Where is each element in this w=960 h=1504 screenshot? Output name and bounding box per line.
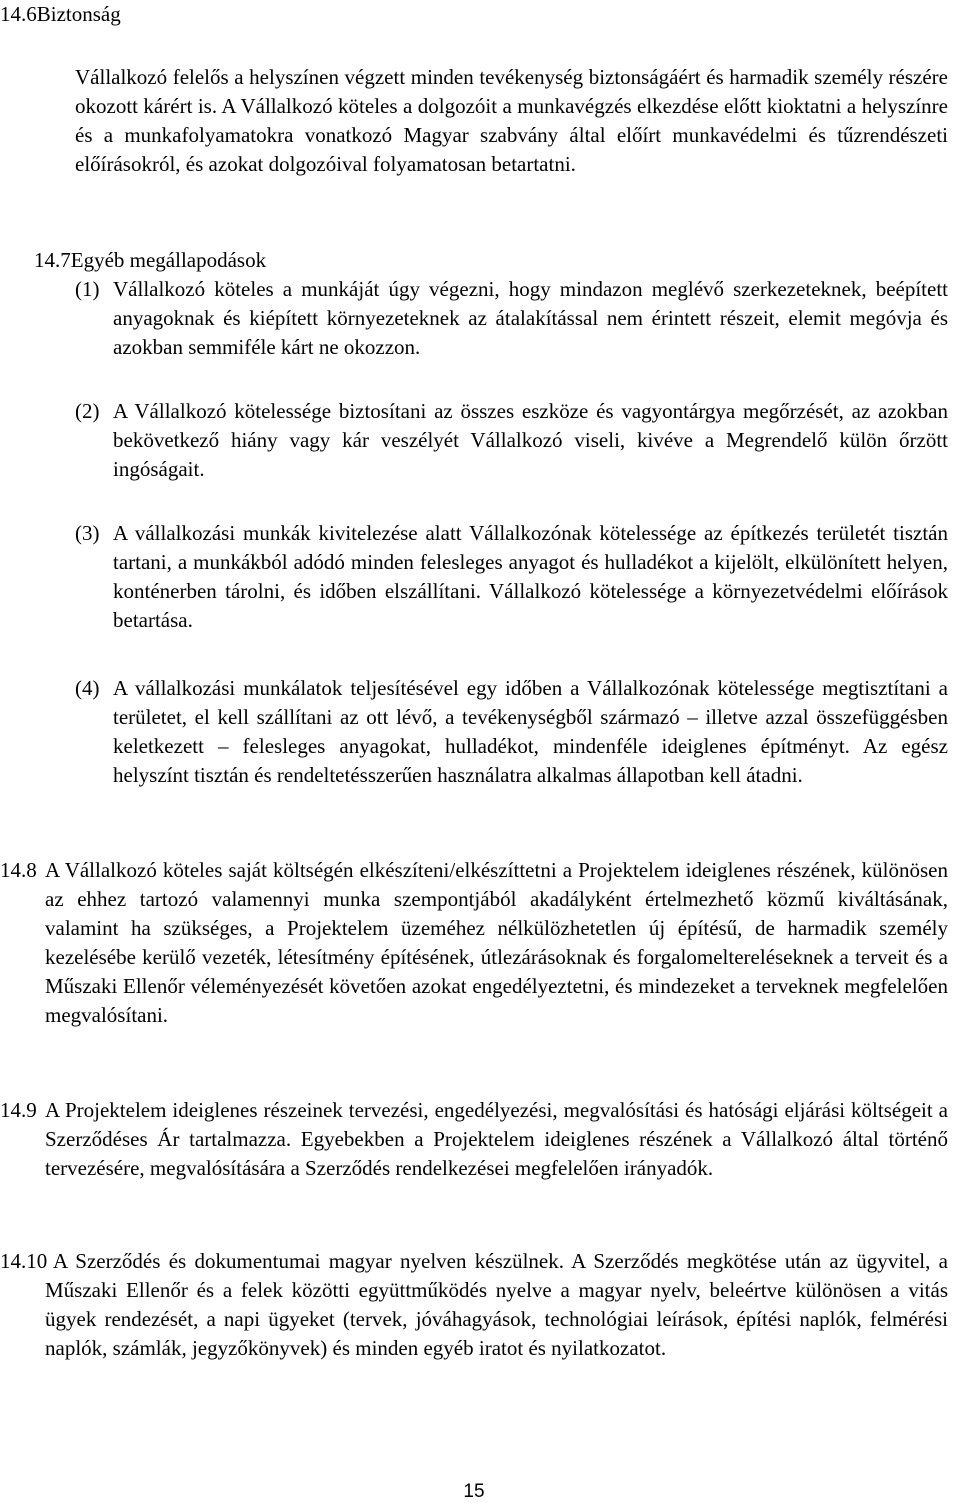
item-text: Vállalkozó köteles a munkáját úgy végezni, hogy mindazon meglévő szerkezeteknek, beépített anyagoknak és kiépített környezeteknek az átalakítással nem érintett részeit, elemit megóvja és azokban semmiféle kárt ne okozzon. [113, 277, 948, 359]
item-label: (3) [75, 521, 100, 545]
item-label: (2) [75, 399, 100, 423]
section-14-10 [0, 1247, 948, 1363]
list-item-14-7-3 [75, 519, 948, 635]
section-heading-14-7: 14.7Egyéb megállapodások [34, 248, 267, 272]
list-item-14-7-4 [75, 674, 948, 790]
item-label: (4) [75, 676, 100, 700]
section-label-14-8: 14.8 [0, 858, 37, 882]
section-body-14-10: A Szerződés és dokumentumai magyar nyelven készülnek. A Szerződés megkötése után az ügyvitel, a Műszaki Ellenőr és a felek közötti együttműködés nyelve a magyar nyelv, beleértve különösen a vitás ügyek rendezését, a napi ügyeket (tervek, jóváhagyások, technológiai leírások, építési naplók, felmérési naplók, számlák, jegyzőkönyvek) és minden egyéb iratot és nyilatkozatot. [45, 1249, 948, 1360]
section-label-14-9: 14.9 [0, 1098, 37, 1122]
section-heading-14-6: 14.6Biztonság [0, 2, 121, 26]
section-14-9 [0, 1096, 948, 1183]
list-item-14-7-2 [75, 397, 948, 484]
section-body-14-8: A Vállalkozó köteles saját költségén elkészíteni/elkészíttetni a Projektelem ideiglenes részének, különösen az ehhez tartozó valamennyi munka szempontjából akadályként értelmezhető közmű kiváltásának, valamint ha szükséges, a Projektelem üzeméhez nélkülözhetetlen új építésű, de harmadik személy kezelésébe kerülő vezeték, létesítmény építésének, útlezárásoknak és forgalomeltereléseknek a terveit és a Műszaki Ellenőr véleményezését követően azokat engedélyeztetni, és mindezeket a terveknek megfelelően megvalósítani. [45, 858, 948, 1027]
section-14-8 [0, 856, 948, 1030]
section-body-14-9: A Projektelem ideiglenes részeinek tervezési, engedélyezési, megvalósítási és hatósági eljárási költségeit a Szerződéses Ár tartalmazza. Egyebekben a Projektelem ideiglenes részének a Vállalkozó által történő tervezésére, megvalósítására a Szerződés rendelkezései megfelelően irányadók. [45, 1098, 948, 1180]
section-label-14-10: 14.10 [0, 1249, 48, 1273]
section-body-14-6: Vállalkozó felelős a helyszínen végzett minden tevékenység biztonságáért és harmadik személy részére okozott kárért is. A Vállalkozó köteles a dolgozóit a munkavégzés elkezdése előtt kioktatni a helyszínre és a munkafolyamatokra vonatkozó Magyar szabvány által előírt munkavédelmi és tűzrendészeti előírásokról, és azokat dolgozóival folyamatosan betartatni. [75, 65, 948, 176]
item-text: A vállalkozási munkálatok teljesítésével egy időben a Vállalkozónak kötelessége megtisztítani a területet, el kell szállítani az ott lévő, a tevékenységből származó – illetve azzal összefüggésben keletkezett – felesleges anyagokat, hulladékot, mindenféle ideiglenes építményt. Az egész helyszínt tisztán és rendeltetésszerűen használatra alkalmas állapotban kell átadni. [113, 676, 948, 787]
item-text: A vállalkozási munkák kivitelezése alatt Vállalkozónak kötelessége az építkezés területét tisztán tartani, a munkákból adódó minden felesleges anyagot és hulladékot a kijelölt, elkülönített helyen, konténerben tárolni, és időben elszállítani. Vállalkozó kötelessége a környezetvédelmi előírások betartása. [113, 521, 948, 632]
item-label: (1) [75, 277, 100, 301]
item-text: A Vállalkozó kötelessége biztosítani az összes eszköze és vagyontárgya megőrzését, az azokban bekövetkező hiány vagy kár veszélyét Vállalkozó viseli, kivéve a Megrendelő külön őrzött ingóságait. [113, 399, 948, 481]
list-item-14-7-1 [75, 275, 948, 362]
page-number: 15 [463, 1481, 485, 1502]
